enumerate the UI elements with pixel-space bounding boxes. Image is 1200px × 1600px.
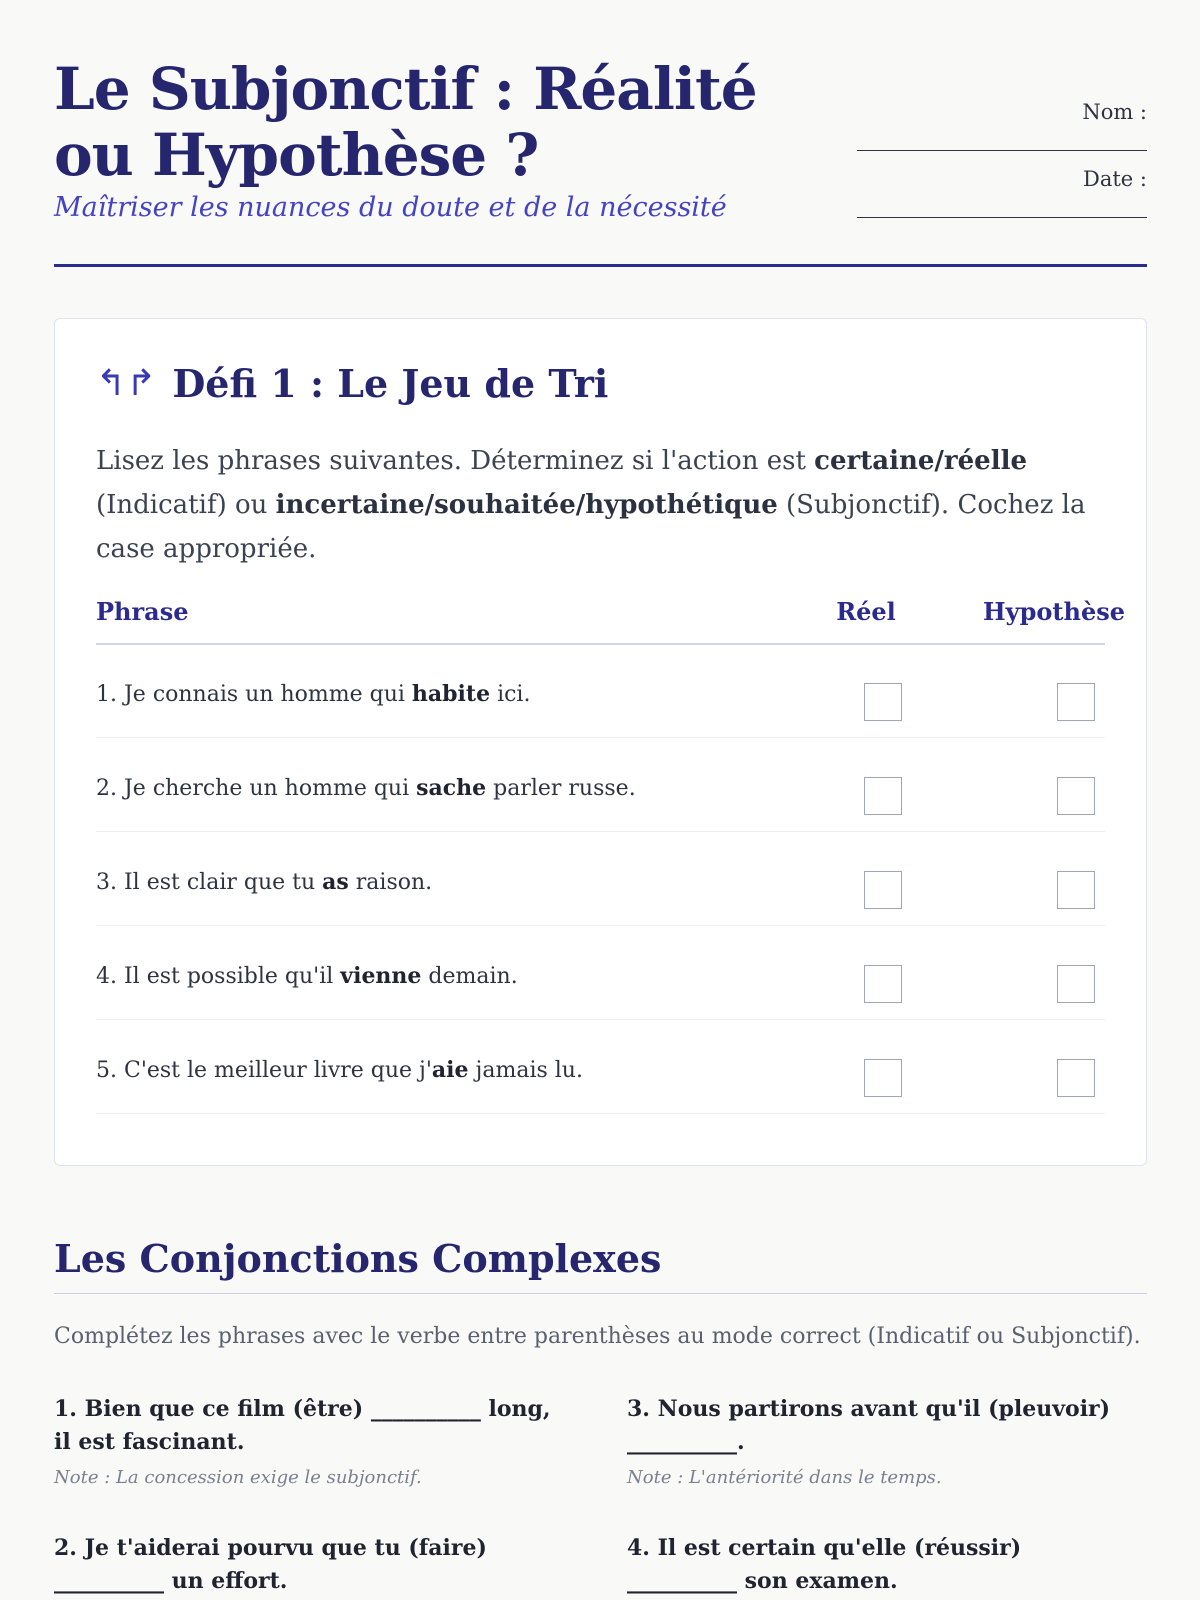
hypothese-checkbox[interactable] xyxy=(1057,965,1095,1003)
col-hypothese: Hypothèse xyxy=(983,597,1125,626)
col-phrase: Phrase xyxy=(96,597,189,626)
phrase-text: 2. Je cherche un homme qui sache parler russe. xyxy=(96,775,636,801)
date-label: Date : xyxy=(1083,167,1147,191)
defi-title-text: Défi 1 : Le Jeu de Tri xyxy=(172,361,609,406)
col-reel: Réel xyxy=(836,597,896,626)
nom-field[interactable] xyxy=(857,130,1147,151)
table-header xyxy=(96,589,1125,645)
exercise-item xyxy=(627,1393,1137,1488)
student-info xyxy=(857,100,1147,234)
defi-card xyxy=(54,318,1147,1166)
exercise-item xyxy=(627,1532,1137,1598)
exercise-note: Note : L'antériorité dans le temps. xyxy=(627,1467,942,1488)
exercise-question: 3. Nous partirons avant qu'il (pleuvoir) __________. xyxy=(627,1396,1111,1455)
section-title: Les Conjonctions Complexes xyxy=(54,1236,1147,1294)
phrase-text: 1. Je connais un homme qui habite ici. xyxy=(96,681,531,707)
phrase-text: 5. C'est le meilleur livre que j'aie jamais lu. xyxy=(96,1057,583,1083)
hypothese-checkbox[interactable] xyxy=(1057,683,1095,721)
phrase-text: 3. Il est clair que tu as raison. xyxy=(96,869,433,895)
exercise-question: 1. Bien que ce film (être) __________ long, il est fascinant. xyxy=(54,1396,551,1455)
table-row xyxy=(96,1019,1105,1114)
reel-checkbox[interactable] xyxy=(864,1059,902,1097)
defi-title xyxy=(96,361,608,406)
hypothese-checkbox[interactable] xyxy=(1057,777,1095,815)
reel-checkbox[interactable] xyxy=(864,683,902,721)
nom-label: Nom : xyxy=(1082,100,1147,124)
exercise-item xyxy=(54,1532,564,1598)
hypothese-checkbox[interactable] xyxy=(1057,871,1095,909)
reel-checkbox[interactable] xyxy=(864,871,902,909)
split-arrows-icon: ↰↱ xyxy=(96,363,157,404)
page-title: Le Subjonctif : Réalité ou Hypothèse ? xyxy=(54,55,757,189)
table-row xyxy=(96,643,1105,738)
exercise-question: 4. Il est certain qu'elle (réussir) __________ son examen. xyxy=(627,1535,1022,1594)
exercise-question: 2. Je t'aiderai pourvu que tu (faire) __________ un effort. xyxy=(54,1535,487,1594)
phrase-text: 4. Il est possible qu'il vienne demain. xyxy=(96,963,518,989)
table-row xyxy=(96,831,1105,926)
reel-checkbox[interactable] xyxy=(864,965,902,1003)
table-row xyxy=(96,925,1105,1020)
worksheet-header xyxy=(54,0,1147,267)
page-subtitle: Maîtriser les nuances du doute et de la nécessité xyxy=(54,192,727,223)
section-instructions: Complétez les phrases avec le verbe entre parenthèses au mode correct (Indicatif ou Subjonctif). xyxy=(54,1324,1141,1349)
table-row xyxy=(96,737,1105,832)
hypothese-checkbox[interactable] xyxy=(1057,1059,1095,1097)
exercise-note: Note : La concession exige le subjonctif. xyxy=(54,1467,422,1488)
reel-checkbox[interactable] xyxy=(864,777,902,815)
exercise-item xyxy=(54,1393,564,1488)
date-field[interactable] xyxy=(857,197,1147,218)
defi-instructions: Lisez les phrases suivantes. Déterminez si l'action est certaine/réelle (Indicatif) ou incertaine/souhaitée/hypothétique (Subjonctif). Cochez la case appropriée. xyxy=(96,446,1086,564)
